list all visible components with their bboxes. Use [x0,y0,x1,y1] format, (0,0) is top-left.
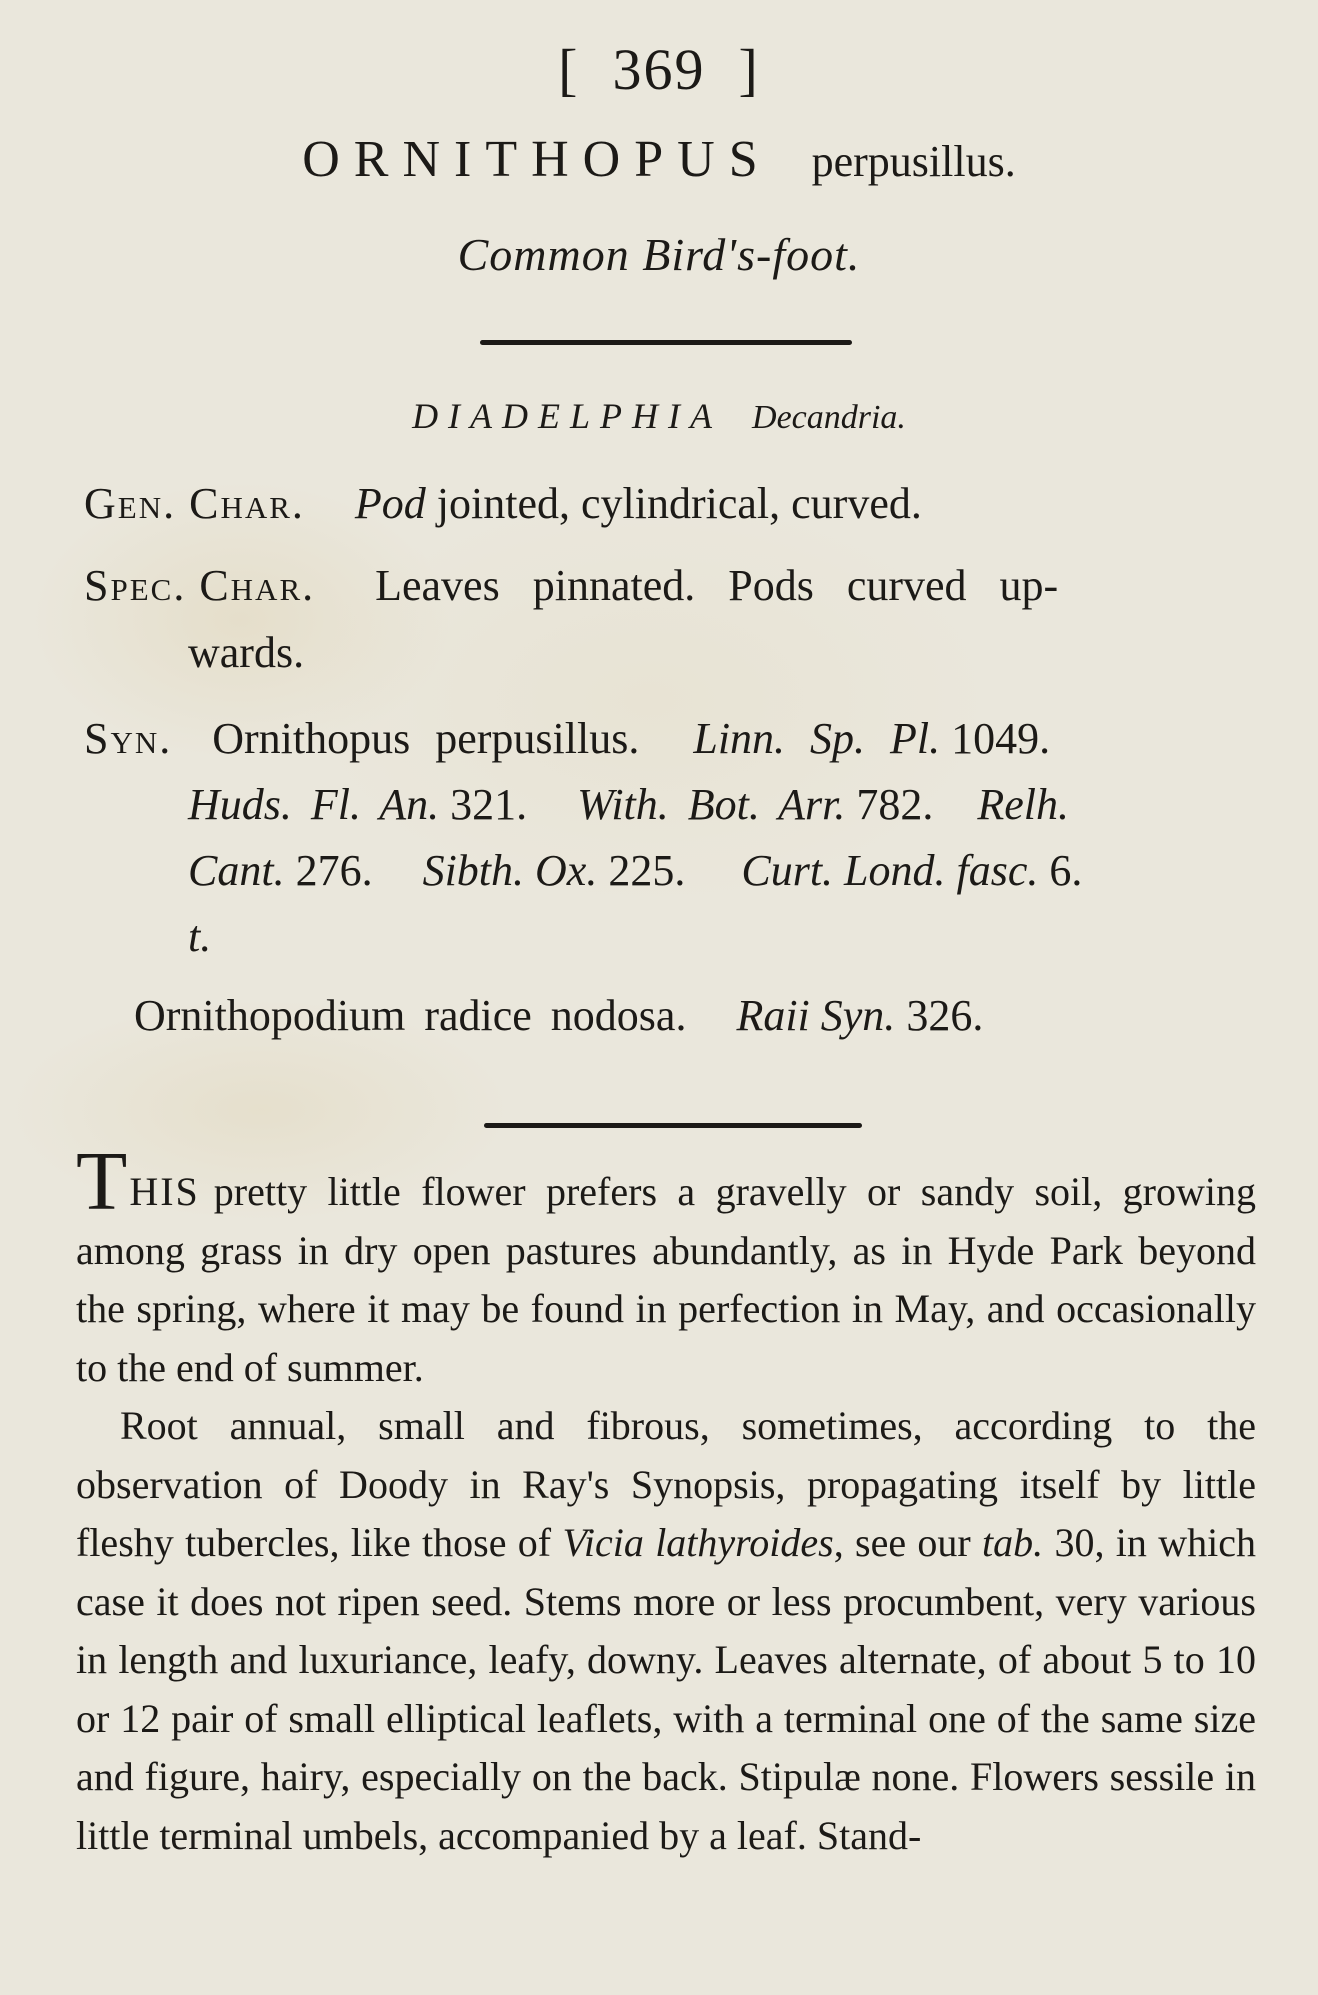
synonym-secondary [134,990,983,1041]
syn-ref: Huds. Fl. An. [188,780,440,829]
plate-reference: tab. [982,1520,1044,1565]
divider-rule [484,1123,862,1128]
spec-char-continuation: wards. [188,628,305,677]
syn-name: Ornithopodium radice nodosa. [134,991,687,1040]
syn-name: Ornithopus perpusillus. [212,714,640,763]
gen-char-text: jointed, cylindrical, curved. [425,479,922,528]
syn-row [84,772,1248,838]
common-name: Common Bird's-foot. [457,229,861,280]
syn-ref: With. Bot. Arr. [577,780,846,829]
syn-ref: t. [188,912,212,961]
class-order: Decandria. [752,399,906,436]
syn-ref-number: 326. [895,991,984,1040]
paragraph [76,1135,1256,1397]
gen-char-label: Gen. Char. [84,479,305,528]
spec-char-text: Leaves pinnated. Pods curved up- [375,561,1059,610]
syn-ref-number: 782. [845,780,934,829]
syn-ref-number: 321. [439,780,528,829]
first-word: HIS [129,1169,200,1214]
syn-ref: Cant. [188,846,285,895]
paragraph-text: , see our [833,1520,983,1565]
syn-row [84,706,1248,772]
syn-ref: Linn. Sp. Pl. [693,714,941,763]
class-name: DIADELPHIA [412,396,723,436]
title-species: perpusillus. [811,137,1016,186]
gen-char-pod: Pod [354,479,426,528]
syn-row [84,838,1248,904]
page-number: [ 369 ] [558,37,760,102]
species-reference: Vicia lathyroides [562,1520,834,1565]
generic-character [84,478,1248,529]
divider-rule [480,340,852,345]
syn-ref: Sibth. Ox. [422,846,598,895]
paragraph [76,1397,1256,1865]
syn-ref: Curt. Lond. fasc. [741,846,1039,895]
syn-label: Syn. [84,714,173,763]
title-genus: ORNITHOPUS [302,131,772,188]
syn-ref-number: 276. [284,846,373,895]
paragraph-text: Root annual, small and fibrous, sometimes, according to the observation of Doody in Ray's Synopsis, propagating itself by little fleshy tubercles, like those of [76,1403,1256,1565]
paragraph-text: pretty little flower prefers a gravelly or sandy soil, growing among grass in dry open pastures abundantly, as in Hyde Park beyond the spring, where it may be found in perfection in May, and occasionally to the end of summer. [76,1169,1256,1390]
drop-cap: T [76,1135,128,1228]
syn-ref-number: 225. [597,846,686,895]
spec-char-label: Spec. Char. [84,561,316,610]
syn-row [84,904,1248,970]
specific-character [84,560,1248,611]
description-text [76,1135,1256,1865]
syn-ref-number: 1049. [940,714,1051,763]
syn-ref: Raii Syn. [736,991,896,1040]
linnaean-class [0,395,1318,437]
page-title [0,130,1318,189]
syn-ref-number: 6. [1038,846,1083,895]
syn-ref: Relh. [977,780,1069,829]
paragraph-text: 30, in which case it does not ripen seed. Stems more or less procumbent, very various in length and luxuriance, leafy, downy. Leaves alternate, of about 5 to 10 or 12 pair of small elliptical leaflets, with a terminal one of the same size and figure, hairy, especially on the back. Stipulæ none. Flowers sessile in little terminal umbels, accompanied by a leaf. Stand- [76,1520,1256,1858]
synonymy [84,706,1248,970]
